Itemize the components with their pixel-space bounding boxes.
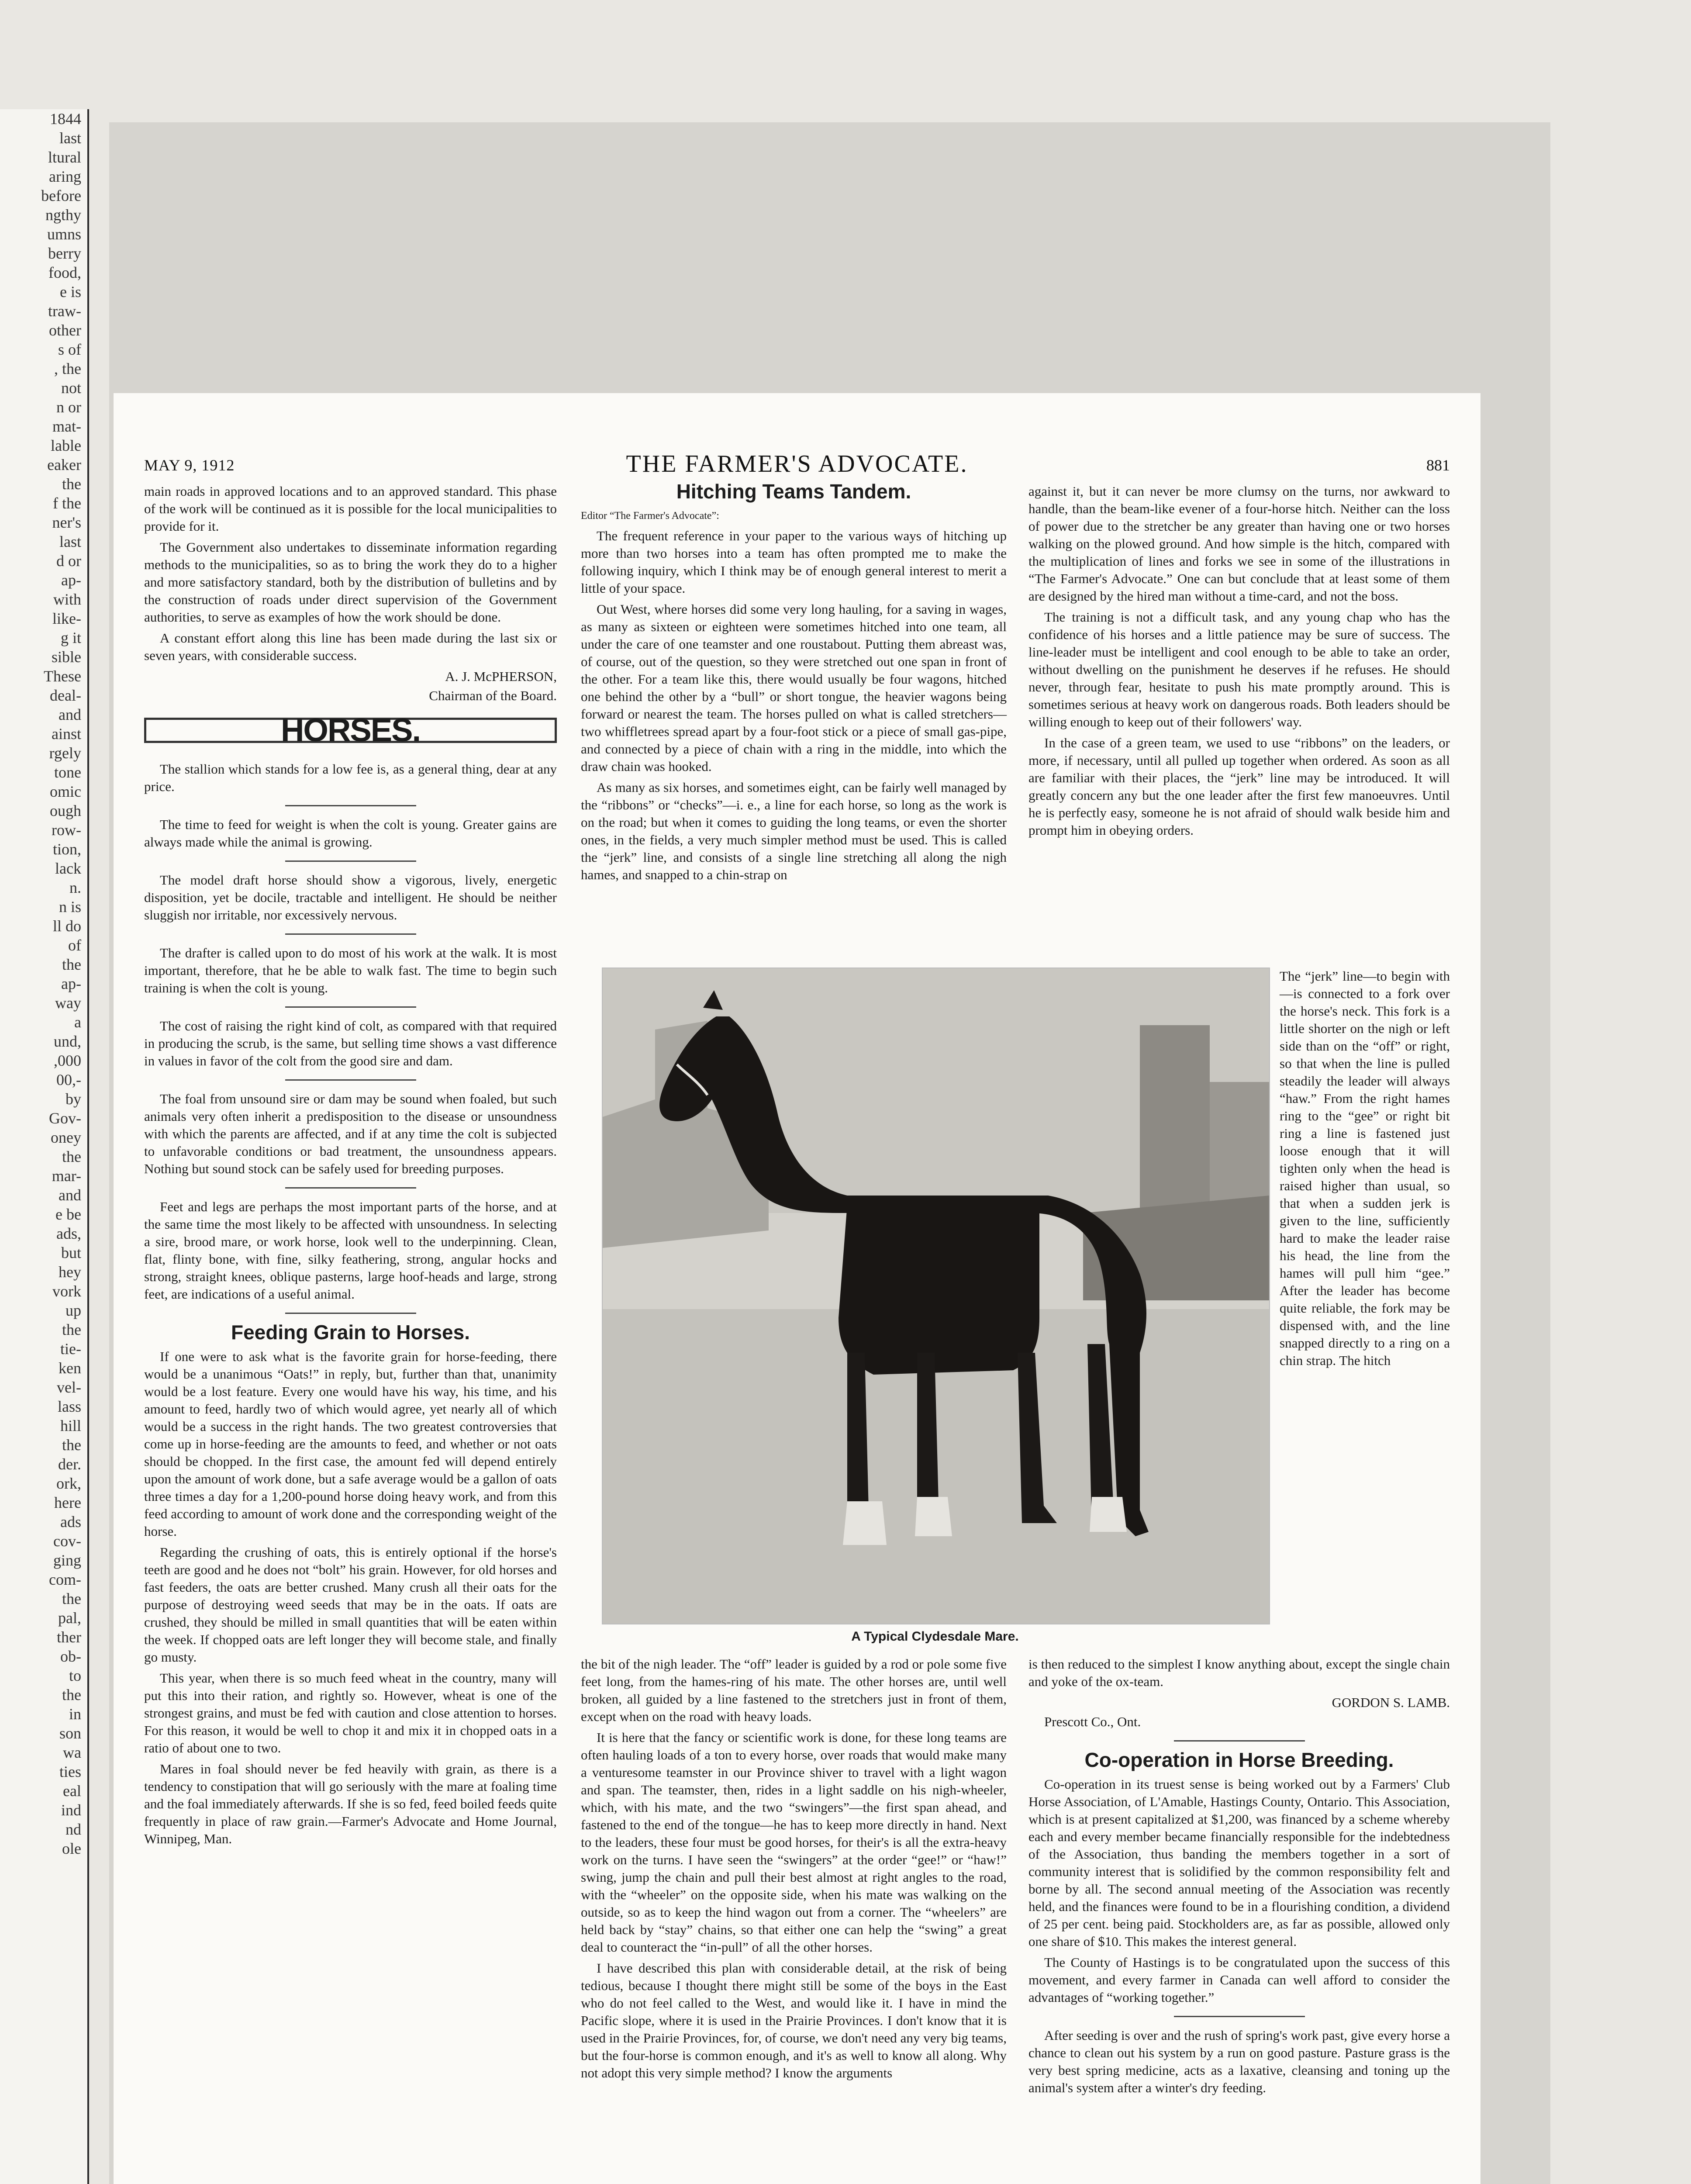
fragment-line: lass (58, 1398, 81, 1415)
article-paragraph: The Government also undertakes to disseminate information regarding methods to the municipalities, so as to bring the work they do to a higher and more satisfactory standard, both by the distribution of bulletins and by the construction of roads under direct supervision of the Government authorities, to serve as examples of how the work should be done. (144, 539, 557, 625)
fragment-line: before (41, 187, 81, 204)
fragment-line: ner's (52, 514, 81, 531)
fragment-line: , the (54, 360, 81, 377)
fragment-line: der. (58, 1455, 81, 1473)
fragment-line: ,000 (54, 1052, 81, 1069)
fragment-line: ltural (48, 149, 81, 166)
article-paragraph: Mares in foal should never be fed heavily with grain, as there is a tendency to constipation that will go seriously with the mare at foaling time and the foal immediately afterwards. If she is so fed, feed boiled feeds quite frequently in place of raw grain.—Farmer's Advocate and Home Journal, Winnipeg, Man. (144, 1761, 557, 1846)
signature-name: GORDON S. LAMB. (1332, 1695, 1450, 1710)
column-2-upper (581, 480, 1007, 887)
fragment-line: omic (50, 783, 81, 800)
fragment-line: e is (60, 283, 81, 301)
fragment-line: deal- (50, 687, 81, 704)
article-paragraph: Out West, where horses did some very long hauling, for a saving in wages, as many as sixteen or eighteen were sometimes hitched into one team, all under the care of one teamster and one roustabout. Putting them abreast was, of course, out of the question, so they were stretched out one span in front of the other. For a team like this, there would usually be four wagons, hitched one behind the other by a “bull” or short tongue, the heavier wagons being forward or nearest the team. The horses pulled on what is called stretchers—two whiffletrees spread apart by a four-foot stick or a piece of small gas-pipe, and connected by a piece of chain with a ring in the middle, into which the draw chain was hooked. (581, 601, 1007, 774)
section-heading-horses: HORSES. (144, 718, 557, 743)
fragment-line: ole (62, 1840, 81, 1857)
fragment-line: n or (56, 398, 81, 416)
fragment-line: ork, (56, 1475, 81, 1492)
fragment-line: but (61, 1244, 81, 1261)
fragment-line: nd (66, 1821, 81, 1838)
divider (285, 1079, 416, 1081)
fragment-line: eaker (47, 456, 81, 473)
fragment-line: These (44, 667, 81, 685)
editor-salutation: Editor “The Farmer's Advocate”: (581, 510, 719, 522)
fragment-line: to (69, 1667, 81, 1684)
fragment-line: the (62, 956, 81, 973)
page-number: 881 (1426, 456, 1450, 474)
fragment-line: food, (48, 264, 81, 281)
fragment-line: ken (59, 1359, 81, 1377)
fragment-line: com- (49, 1571, 81, 1588)
photo-caption: A Typical Clydesdale Mare. (851, 1629, 1019, 1644)
column-3-upper (1028, 483, 1450, 843)
fragment-line: vork (52, 1282, 81, 1300)
publication-title: THE FARMER'S ADVOCATE. (626, 450, 968, 477)
fragment-line: ob- (60, 1648, 81, 1665)
fragment-line: the (62, 475, 81, 493)
fragment-line: a (74, 1013, 81, 1031)
fragment-line: by (66, 1090, 81, 1108)
fragment-line: ap- (61, 571, 81, 589)
fragment-line: other (49, 321, 81, 339)
fragment-line: with (53, 591, 81, 608)
divider (285, 933, 416, 935)
fragment-line: n. (69, 879, 81, 896)
horse-note: The drafter is called upon to do most of his work at the walk. It is most important, therefore, that he be able to walk fast. The time to begin such training is when the colt is young. (144, 945, 557, 995)
masthead (144, 450, 1450, 476)
fragment-line: g it (60, 629, 81, 646)
article-paragraph: The “jerk” line—to begin with—is connected to a fork over the horse's neck. This fork is a little shorter on the nigh or left side than on the “off” or right, so that when the line is pulled steadily the leader will always “haw.” From the right hames ring to the “gee” or right bit ring a line is fastened just loose enough that it will tighten only when the head is raised higher than usual, so that when a sudden jerk is given to the line, sufficiently hard to make the leader raise his head, the line from the hames will pull him “gee.” After the leader has become quite reliable, the fork may be dispensed with, and the line snapped directly to a ring on a chin strap. The hitch (1280, 968, 1450, 1368)
fragment-line: lable (51, 437, 81, 454)
horse-note: The foal from unsound sire or dam may be sound when foaled, but such animals very often inherit a predisposition to the disease or unsoundness with which the parents are affected, and if at any time the colt is subjected to unfavorable conditions or bad treatment, the unsoundness appears. Nothing but sound stock can be safely used for breeding purposes. (144, 1091, 557, 1176)
fragment-line: ging (53, 1552, 81, 1569)
fragment-line: ainst (52, 725, 81, 743)
facing-page-fragment (0, 109, 89, 2184)
issue-date: MAY 9, 1912 (144, 456, 235, 474)
fragment-line: und, (54, 1033, 81, 1050)
article-paragraph: I have described this plan with considerable detail, at the risk of being tedious, because I thought there might still be some of the boys in the East who do not feel called to the West, and would like it. I have in mind the Pacific slope, where it is used in the Prairie Provinces. I don't know that it is used in the Prairie Provinces, for, of course, we don't need any very big teams, but the four-horse is common enough, and it's as well to know all along. Why not adopt this very simple method? I know the arguments (581, 1960, 1007, 2080)
fragment-line: e be (55, 1206, 81, 1223)
fragment-line: umns (47, 225, 81, 243)
horse-note: The cost of raising the right kind of colt, as compared with that required in producing the scrub, is the same, but selling time shows a vast difference in values in favor of the colt from the good sire and dam. (144, 1018, 557, 1068)
column-2-lower (581, 1655, 1007, 2085)
article-paragraph: is then reduced to the simplest I know anything about, except the single chain and yoke of the ox-team. (1028, 1656, 1450, 1689)
article-paragraph: main roads in approved locations and to an approved standard. This phase of the work will be continued as it is possible for the local municipalities to provide for it. (144, 484, 557, 534)
divider (285, 1187, 416, 1189)
fragment-line: ough (50, 802, 81, 819)
fragment-line: last (59, 129, 81, 147)
fragment-line: ads (60, 1513, 81, 1531)
fragment-line: vel- (57, 1379, 81, 1396)
fragment-line: in (69, 1705, 81, 1723)
article-paragraph: against it, but it can never be more clumsy on the turns, nor awkward to handle, than the beam-like evener of a four-horse hitch. Neither can the loss of power due to the stretcher be any greater than having one or two horses walking on the plowed ground. And how simple is the hitch, compared with the multiplication of lines and forks we see in some of the illustrations in “The Farmer's Advocate.” One can but conclude that at least some of them are designed by the hired man without a time-card, and not the boss. (1028, 484, 1450, 604)
fragment-line: son (59, 1724, 81, 1742)
signature-title: Chairman of the Board. (429, 688, 557, 703)
fragment-line: eal (63, 1782, 81, 1800)
clydesdale-photo (602, 968, 1270, 1624)
fragment-line: wa (63, 1744, 81, 1761)
fragment-line: hill (60, 1417, 81, 1434)
divider (285, 1313, 416, 1314)
signature-place: Prescott Co., Ont. (1044, 1714, 1141, 1729)
divider (285, 805, 416, 806)
article-paragraph: This year, when there is so much feed wheat in the country, many will put this into their ration, and rightly so. However, wheat is one of the strongest grains, and must be fed with caution and close attention to horses. For this reason, it would be well to chop it and mix it in chopped oats in a ratio of about one to two. (144, 1670, 557, 1755)
article-paragraph: A constant effort along this line has been made during the last six or seven years, with considerable success. (144, 630, 557, 663)
fragment-line: traw- (48, 302, 81, 320)
divider (1174, 1740, 1305, 1742)
fragment-line: tion, (52, 840, 81, 858)
fragment-line: hey (59, 1263, 81, 1281)
fragment-line: the (62, 1686, 81, 1704)
article-paragraph: The training is not a difficult task, and any young chap who has the confidence of his horses and a little patience may be sure of success. The line-leader must be intelligent and cool enough to be able to take an order, without dwelling on the punishment he deserves if he refuses. He should never, through fear, hesitate to push his mate promptly around. This is sometimes serious at heavy work on dangerous roads. Both leaders should be willing enough to keep out of their followers' way. (1028, 609, 1450, 729)
fragment-line: 1844 (50, 110, 81, 128)
fragment-line: lack (55, 860, 81, 877)
fragment-line: ll do (52, 917, 81, 935)
fragment-line: ther (57, 1628, 81, 1646)
fragment-line: pal, (58, 1609, 81, 1627)
fragment-line: tone (54, 764, 81, 781)
newspaper-page (114, 393, 1480, 2184)
article-heading-cooperation: Co-operation in Horse Breeding. (1084, 1749, 1394, 1771)
fragment-line: like- (52, 610, 81, 627)
divider (285, 860, 416, 862)
horse-note: The time to feed for weight is when the colt is young. Greater gains are always made while the animal is growing. (144, 817, 557, 850)
fragment-line: way (55, 994, 81, 1012)
fragment-line: f the (53, 494, 81, 512)
fragment-line: ads, (56, 1225, 81, 1242)
signature-name: A. J. McPHERSON, (445, 669, 557, 684)
fragment-line: row- (52, 821, 81, 839)
divider (285, 1006, 416, 1008)
fragment-line: here (54, 1494, 81, 1511)
column-3-narrow (1280, 968, 1450, 1373)
article-heading-hitching-teams: Hitching Teams Tandem. (676, 480, 911, 503)
fragment-line: 00,- (56, 1071, 81, 1089)
fragment-line: the (62, 1590, 81, 1607)
fragment-line: the (62, 1436, 81, 1454)
article-paragraph: the bit of the nigh leader. The “off” leader is guided by a rod or pole some five feet long, from the hames-ring of his mate. The other horses are, until well broken, all guided by a line fastened to the stretchers just in front of them, except when on the road with heavy loads. (581, 1656, 1007, 1724)
fragment-line: berry (48, 245, 81, 262)
fragment-line: d or (56, 552, 81, 570)
column-3-lower (1028, 1655, 1450, 2100)
article-paragraph: As many as six horses, and sometimes eight, can be fairly well managed by the “ribbons” or “checks”—i. e., a line for each horse, so long as the work is on the road; but when it comes to guiding the long teams, or even the shorter ones, in the fields, a very much simpler method must be used. This is called the “jerk” line, and consists of a single line stretching all along the nigh hames, and snapped to a chin-strap on (581, 780, 1007, 882)
column-1 (144, 483, 557, 1851)
fragment-line: up (66, 1302, 81, 1319)
fragment-line: and (59, 706, 81, 723)
article-paragraph: In the case of a green team, we used to use “ribbons” on the leaders, or more, if necessary, until all pulled up together when ordered. As soon as all are familiar with their places, the “jerk” line may be introduced. It will greatly concern any but the one leader after the first few manoeuvres. Until he is perfectly easy, someone he is not afraid of should walk beside him and prompt him in obeying orders. (1028, 735, 1450, 838)
article-paragraph: It is here that the fancy or scientific work is done, for these long teams are often hauling loads of a ton to every horse, over roads that would make many a venturesome teamster in our Province shiver to travel with a light wagon and span. The teamster, then, rides in a light saddle on his nigh-wheeler, which, with his mate, and the two “swingers”—the first span ahead, and fastened to the end of the tongue—he has to keep more directly in hand. Next to the leaders, these four must be good horses, for their's is all the extra-heavy work on the turns. I have seen the “swingers” at the order “gee!” or “haw!” swing, jump the chain and pull their best almost at right angles to the road, with the “wheeler” on the opposite side, when his mate was walking on the outside, so as to keep the hind wagon out from a corner. The “wheelers” are held back by “stay” chains, so that either one can help the “swing” a great deal to counteract the “in-pull” of all the other horses. (581, 1730, 1007, 1955)
fragment-line: tie- (60, 1340, 81, 1358)
fragment-line: oney (51, 1129, 81, 1146)
article-paragraph: The County of Hastings is to be congratulated upon the success of this movement, and every farmer in Canada can well afford to consider the advantages of “working together.” (1028, 1955, 1450, 2005)
horse-note: Feet and legs are perhaps the most important parts of the horse, and at the same time the most likely to be affected with unsoundness. In selecting a sire, brood mare, or work horse, look well to the underpinning. Clean, flat, flinty bone, with fine, silky feathering, strong, angular hocks and strong, straight knees, oblique pasterns, large hoof-heads and large, strong feet, are indications of a useful animal. (144, 1199, 557, 1302)
fragment-line: mat- (52, 418, 81, 435)
fragment-line: ind (61, 1801, 81, 1819)
divider (1174, 2016, 1305, 2017)
horse-note: The model draft horse should show a vigorous, lively, energetic disposition, yet be docile, tractable and intelligent. He should be neither sluggish nor irritable, nor excessively nervous. (144, 872, 557, 923)
fragment-line: the (62, 1321, 81, 1338)
fragment-line: the (62, 1148, 81, 1165)
article-heading-feeding-grain: Feeding Grain to Horses. (231, 1321, 470, 1344)
fragment-line: Gov- (49, 1109, 81, 1127)
fragment-line: last (59, 533, 81, 550)
fragment-line: of (68, 936, 81, 954)
fragment-line: sible (52, 648, 81, 666)
fragment-line: cov- (53, 1532, 81, 1550)
fragment-line: and (59, 1186, 81, 1204)
fragment-line: ties (59, 1763, 81, 1780)
article-paragraph: After seeding is over and the rush of spring's work past, give every horse a chance to clean out his system by a run on good pasture. Pasture grass is the very best spring medicine, acts as a laxative, cleansing and toning up the animal's system after a winter's dry feeding. (1028, 2028, 1450, 2095)
article-paragraph: If one were to ask what is the favorite grain for horse-feeding, there would be a unanimous “Oats!” in reply, but, further than that, unanimity would be a lost feature. Every one would have his way, his time, and his amount to feed, hardly two of which would agree, yet nearly all of which would be a success in the right hands. The two greatest controversies that come up in horse-feeding are the amounts to feed, and whether or not oats should be chopped. In the first case, the amount fed will depend entirely upon the amount of work done, but a safe average would be a gallon of oats three times a day for a 1,200-pound horse doing heavy work, and from this feed according to amount of work done and the corresponding weight of the horse. (144, 1349, 557, 1539)
fragment-line: not (61, 379, 81, 397)
article-paragraph: The frequent reference in your paper to the various ways of hitching up more than two horses into a team has often prompted me to make the following inquiry, which I think may be of enough general interest to merit a little of your space. (581, 528, 1007, 596)
fragment-line: rgely (49, 744, 81, 762)
fragment-line: aring (49, 168, 81, 185)
fragment-line: mar- (52, 1167, 81, 1185)
article-paragraph: Co-operation in its truest sense is being worked out by a Farmers' Club Horse Association, of L'Amable, Hastings County, Ontario. This Association, which is at present capitalized at $1,200, was financed by a scheme whereby each and every member became financially responsible for the indebtedness of the Association, thus banding the members together in a sort of community interest that is solidified by the common responsibility felt and borne by all. The second annual meeting of the Association was recently held, and the finances were found to be in a flourishing condition, a dividend of 25 per cent. being paid. Stockholders are, as far as possible, allowed only one share of $10. This makes the interest general. (1028, 1776, 1450, 1949)
fragment-line: ap- (61, 975, 81, 992)
fragment-line: n is (59, 898, 81, 916)
fragment-line: ngthy (45, 206, 81, 224)
fragment-line: s of (58, 341, 81, 358)
horse-photo-illustration (603, 968, 1269, 1624)
horse-note: The stallion which stands for a low fee is, as a general thing, dear at any price. (144, 761, 557, 794)
article-paragraph: Regarding the crushing of oats, this is entirely optional if the horse's teeth are good and he does not “bolt” his grain. However, for old horses and fast feeders, the oats are better crushed. Many crush all their oats for the purpose of destroying weed seeds that may be in the oats. If oats are crushed, they should be milled in small quantities that will be eaten within the week. If chopped oats are left longer they will become stale, and finally go musty. (144, 1545, 557, 1665)
